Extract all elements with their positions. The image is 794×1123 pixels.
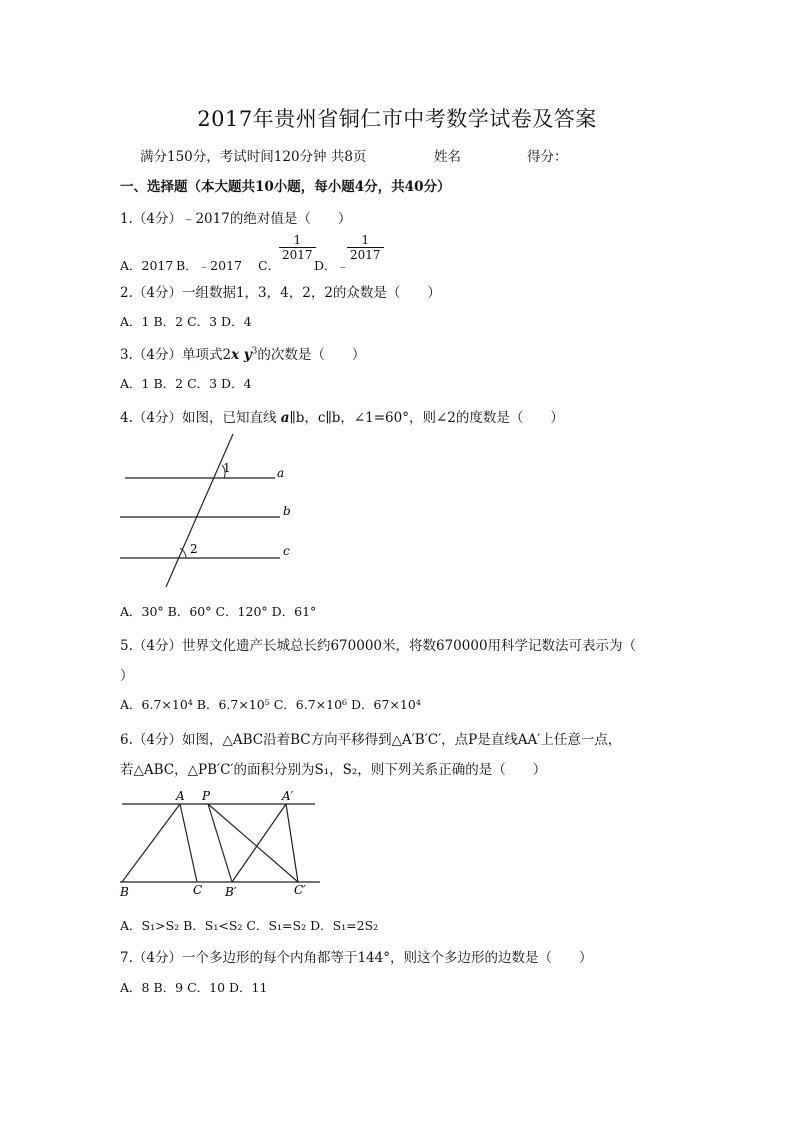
- point-b-label: B: [120, 885, 129, 898]
- stem-variables: x y: [231, 347, 252, 363]
- question-3-options: A．1 B．2 C．3 D．4: [120, 376, 252, 391]
- question-6-stem-line-1: 6.（4分）如图，△ABC沿着BC方向平移得到△A′B′C′，点P是直线AA′上任意一点，: [120, 732, 622, 748]
- question-5-options: A．6.7×10⁴ B．6.7×10⁵ C．6.7×10⁶ D．67×10⁴: [120, 697, 421, 712]
- fraction-numerator: 1: [361, 233, 370, 247]
- point-c-prime-label: C′: [294, 883, 306, 897]
- fraction-numerator: 1: [293, 233, 302, 247]
- segment-pc-prime: [208, 804, 298, 882]
- question-4-parallel-lines-figure: [110, 428, 310, 593]
- fraction-denominator: 2017: [347, 247, 384, 262]
- question-1-option-c-prefix: C．: [258, 258, 281, 273]
- question-5-stem-line-1: 5.（4分）世界文化遗产长城总长约670000米，将数670000用科学记数法可表示为（: [120, 638, 637, 654]
- question-1-stem: 1.（4分）﹣2017的绝对值是（ ）: [120, 211, 352, 227]
- question-1-option-c-fraction: [277, 233, 318, 262]
- stem-text: ∥b，c∥b，∠1=60°，则∠2的度数是（ ）: [289, 410, 564, 426]
- question-3-stem: [120, 343, 365, 363]
- segment-ac: [180, 804, 197, 882]
- segment-a-prime-c-prime: [286, 804, 298, 882]
- segment-pb-prime: [208, 804, 232, 882]
- stem-variable: a: [280, 410, 290, 426]
- question-4-stem: [120, 406, 564, 426]
- question-1-option-d-fraction: [345, 233, 386, 262]
- question-1-option-b: B．﹣2017: [176, 258, 242, 273]
- question-2-stem: 2.（4分）一组数据1，3，4，2，2的众数是（ ）: [120, 285, 441, 301]
- question-1-option-a: A．2017: [120, 258, 174, 273]
- segment-ab: [122, 804, 180, 882]
- page-title: 2017年贵州省铜仁市中考数学试卷及答案: [197, 107, 597, 131]
- stem-text: 的次数是（ ）: [257, 347, 366, 363]
- question-6-options: A．S₁>S₂ B．S₁<S₂ C．S₁=S₂ D．S₁=2S₂: [120, 918, 379, 933]
- name-label: 姓名: [434, 149, 461, 165]
- stem-text: 4.（4分）如图，已知直线: [120, 410, 281, 426]
- stem-text: 3.（4分）单项式2: [120, 347, 232, 363]
- point-p-label: P: [202, 789, 211, 803]
- fraction-denominator: 2017: [279, 247, 316, 262]
- section-heading: 一、选择题（本大题共10小题，每小题4分，共40分）: [120, 179, 451, 195]
- point-c-label: C: [193, 883, 203, 897]
- question-2-options: A．1 B．2 C．3 D．4: [120, 314, 252, 329]
- point-a-prime-label: A′: [282, 789, 294, 803]
- line-a-label: a: [277, 466, 285, 480]
- question-1-option-d-prefix: D．﹣: [314, 258, 350, 273]
- question-6-stem-line-2: 若△ABC，△PB′C′的面积分别为S₁，S₂，则下列关系正确的是（ ）: [120, 762, 547, 778]
- point-a-label: A: [176, 789, 185, 803]
- exam-score-info: 满分150分，考试时间120分钟 共8页: [140, 149, 367, 165]
- line-c-label: c: [283, 544, 290, 558]
- question-4-options: A．30° B．60° C．120° D．61°: [120, 604, 317, 619]
- score-label: 得分：: [527, 149, 568, 165]
- line-b-label: b: [283, 504, 291, 518]
- transversal-line: [166, 434, 233, 587]
- angle-1-label: 1: [223, 461, 231, 475]
- angle-2-label: 2: [190, 542, 198, 556]
- question-7-stem: 7.（4分）一个多边形的每个内角都等于144°，则这个多边形的边数是（ ）: [120, 950, 593, 966]
- stem-exponent: 3: [251, 346, 258, 357]
- point-b-prime-label: B′: [225, 885, 237, 898]
- segment-a-prime-b-prime: [232, 804, 286, 882]
- question-7-options: A．8 B．9 C．10 D．11: [120, 980, 268, 995]
- question-5-stem-line-2: ）: [120, 668, 134, 684]
- question-6-triangle-translation-figure: [110, 786, 330, 898]
